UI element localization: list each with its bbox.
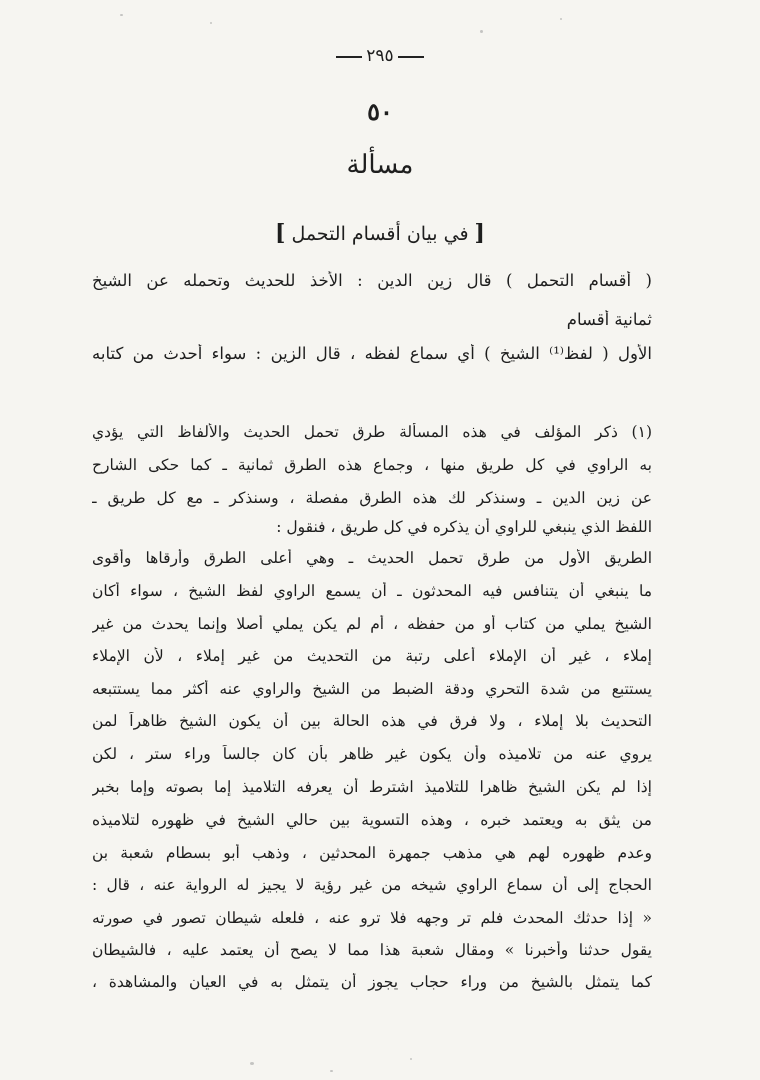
footnote-line: الشيخ يملي من كتاب أو من حفظه ، أم لم يكن يملي أصلا وإنما يحدث من غير xyxy=(92,615,652,633)
scan-speck xyxy=(250,1062,254,1065)
footnote-line: إذا لم يكن الشيخ ظاهرا للتلاميذ اشترط أن يعرفه التلاميذ إما بصوته وإما بخبر xyxy=(92,778,652,796)
page-number-dash-right xyxy=(398,56,424,58)
footnote-line: التحديث بلا إملاء ، ولا فرق في هذه الحالة بين أن يكون الشيخ ظاهراً لمن xyxy=(92,712,652,730)
footnote-line: ما ينبغي أن يتنافس فيه المحدثون ـ أن يسمع الراوي لفظ الشيخ ، سواء أكان xyxy=(92,582,652,600)
scan-speck xyxy=(210,22,212,24)
page-number xyxy=(0,46,760,66)
footnote-line: عن زين الدين ـ وسنذكر لك هذه الطرق مفصلة ، وسنذكر ـ مع كل طريق ـ xyxy=(92,489,652,507)
scan-speck xyxy=(480,30,483,33)
main-text-line: ( أقسام التحمل ) قال زين الدين : الأخذ للحديث وتحمله عن الشيخ xyxy=(92,271,652,290)
section-number: ٥٠ xyxy=(367,97,393,126)
scan-speck xyxy=(330,1070,333,1072)
footnote-line: وعدم ظهوره لهم هي مذهب جمهرة المحدثين ، وذهب أبو بسطام شعبة بن xyxy=(92,844,652,862)
footnote-line: يستتبع من شدة التحري ودقة الضبط من الشيخ والراوي عنه أكثر مما يستتبعه xyxy=(92,680,652,698)
footnote-line: (١) ذكر المؤلف في هذه المسألة طرق تحمل الحديث والألفاظ التي يؤدي xyxy=(92,423,652,441)
scan-speck xyxy=(410,1058,412,1060)
section-heading: مسألة xyxy=(346,150,414,180)
page-number-dash-left xyxy=(336,56,362,58)
section-title xyxy=(0,220,760,246)
main-text-line: الأول ( لفظ⁽¹⁾ الشيخ ) أي سماع لفظه ، قال الزين : سواء أحدث من كتابه xyxy=(92,344,652,363)
footnote-line: كما يتمثل بالشيخ من وراء حجاب يجوز أن يتمثل به في العيان والمشاهدة ، xyxy=(92,973,652,991)
footnote-line: يروي عنه من تلاميذه وأن يكون غير ظاهر بأن كان جالساً وراء ستر ، لكن xyxy=(92,745,652,763)
title-bracket-left: ] xyxy=(275,220,286,246)
title-bracket-right: [ xyxy=(474,220,485,246)
footnote-line: الحجاج إلى أن سماع الراوي شيخه من غير رؤية لا يجيز له الرواية عنه ، قال : xyxy=(92,876,652,894)
footnote-line: « إذا حدثك المحدث فلم تر وجهه فلا ترو عنه ، فلعله شيطان تصور في صورته xyxy=(92,909,652,927)
footnote-line: إملاء ، غير أن الإملاء أعلى رتبة من التحديث من غير إملاء ، لأن الإملاء xyxy=(92,647,652,665)
footnote-line: اللفظ الذي ينبغي للراوي أن يذكره في كل طريق ، فنقول : xyxy=(276,518,652,536)
footnote-line: يقول حدثنا وأخبرنا » ومقال شعبة هذا مما لا يصح أن يعتمد عليه ، فالشيطان xyxy=(92,941,652,959)
section-title-text: في بيان أقسام التحمل xyxy=(291,223,469,245)
page-number-text: ٢٩٥ xyxy=(366,46,394,66)
footnote-line: به الراوي في كل طريق منها ، وجماع هذه الطرق ثمانية ـ كما حكى الشارح xyxy=(92,456,652,474)
scan-speck xyxy=(560,18,562,20)
footnote-line: من يثق به ويعتمد خبره ، وهذه التسوية بين حالي الشيخ في ظهوره لتلاميذه xyxy=(92,811,652,829)
scan-speck xyxy=(120,14,123,16)
footnote-line: الطريق الأول من طرق تحمل الحديث ـ وهي أعلى الطرق وأرقاها وأقوى xyxy=(92,549,652,567)
main-text-line: ثمانية أقسام xyxy=(566,310,652,329)
